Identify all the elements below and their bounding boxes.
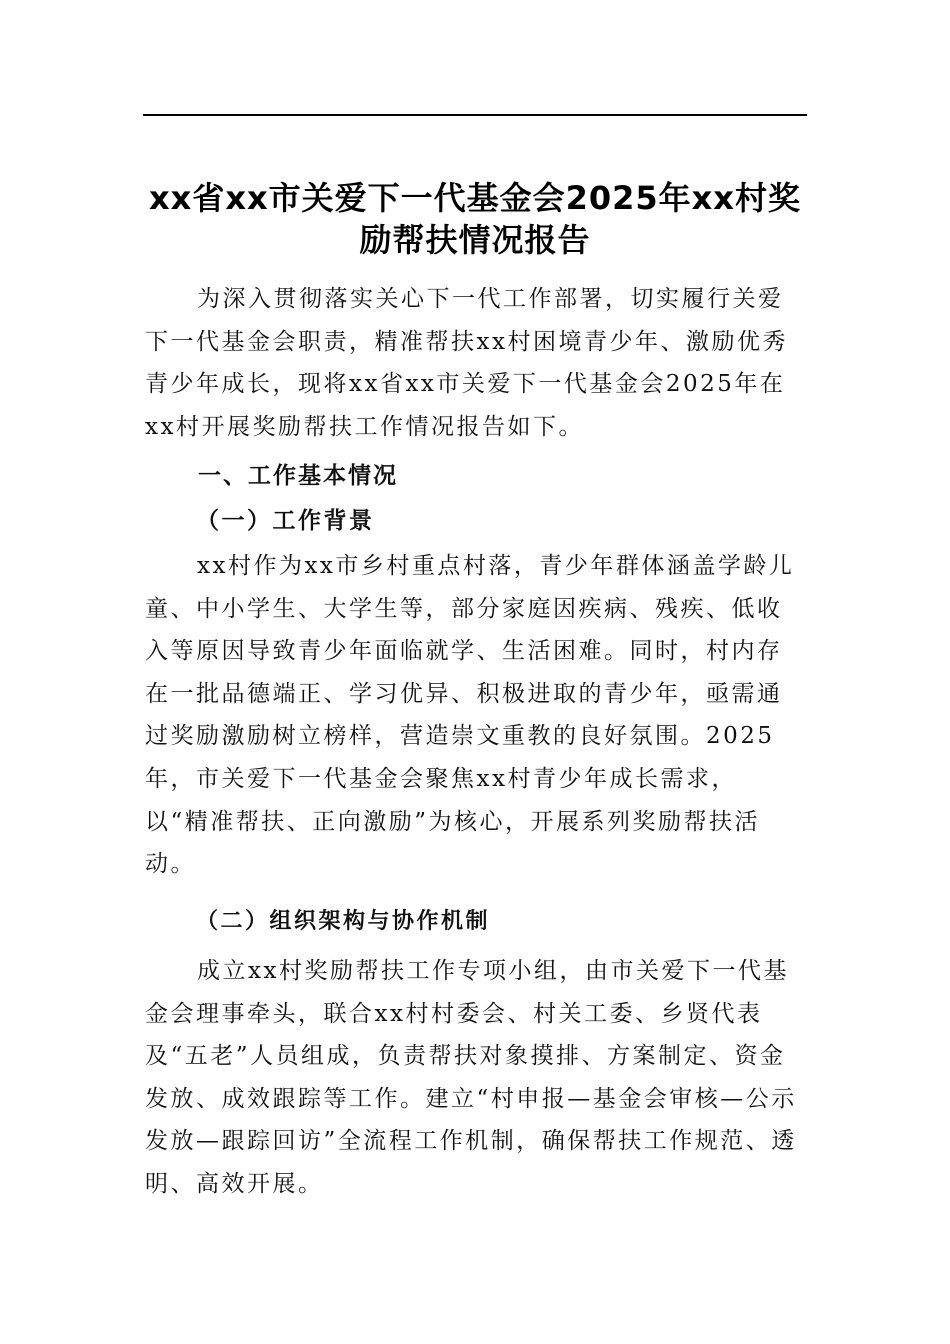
background-paragraph: xx村作为xx市乡村重点村落，青少年群体涵盖学龄儿童、中小学生、大学生等，部分家庭因疾病、残疾、低收入等原因导致青少年面临就学、生活困难。同时，村内存在一批品德端正、学习优异、积极进取的青少年，亟需通过奖励激励树立榜样，营造崇文重教的良好氛围。2025年，市关爱下一代基金会聚焦xx村青少年成长需求，以“精准帮扶、正向激励”为核心，开展系列奖励帮扶活动。	[145, 553, 795, 878]
subsection-heading-2: （二）组织架构与协作机制	[196, 909, 491, 934]
header-rule	[143, 114, 807, 116]
organization-paragraph: 成立xx村奖励帮扶工作专项小组，由市关爱下一代基金会理事牵头，联合xx村村委会、村关工委、乡贤代表及“五老”人员组成，负责帮扶对象摸排、方案制定、资金发放、成效跟踪等工作。建立“村申报—基金会审核—公示发放—跟踪回访”全流程工作机制，确保帮扶工作规范、透明、高效开展。	[145, 958, 797, 1197]
section-heading-1: 一、工作基本情况	[198, 463, 398, 489]
document-title: xx省xx市关爱下一代基金会2025年xx村奖励帮扶情况报告	[149, 179, 801, 260]
subsection-heading-1: （一）工作背景	[196, 507, 375, 534]
intro-paragraph: 为深入贯彻落实关心下一代工作部署，切实履行关爱下一代基金会职责，精准帮扶xx村困境青少年、激励优秀青少年成长，现将xx省xx市关爱下一代基金会2025年在xx村开展奖励帮扶工作情况报告如下。	[145, 286, 788, 440]
